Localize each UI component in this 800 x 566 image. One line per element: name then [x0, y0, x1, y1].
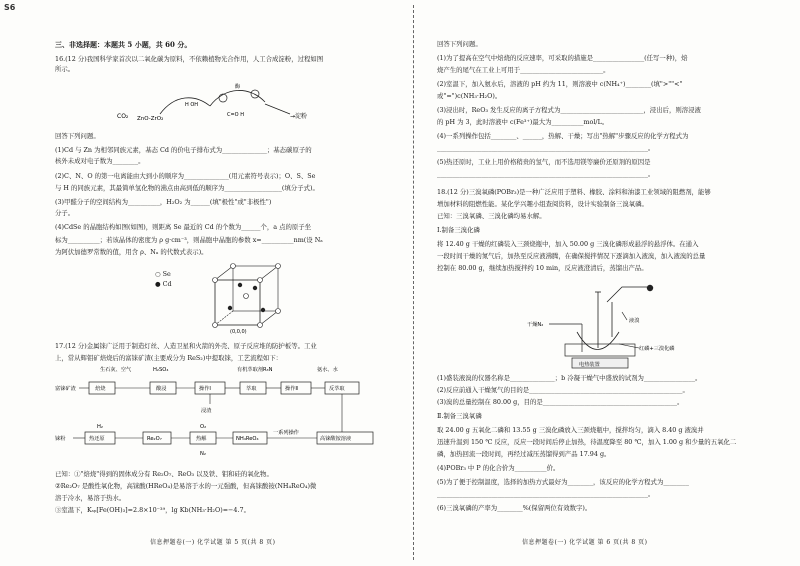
- q17-line: 17.(12 分)金属铼广泛用于制造灯丝、人造卫星和火箭的外壳、原子反应堆的防护板等。工业: [55, 342, 317, 350]
- diagram-catalyst-label: ZnO-ZrO₂: [137, 116, 164, 122]
- q16-answer-intro: 回答下列问题。: [55, 132, 100, 140]
- q17-known: 溶于冷水，易溶于热水。: [55, 494, 126, 502]
- flow-label-top: 氨水、水: [317, 367, 338, 373]
- flow-box-bottom: 热解: [196, 436, 207, 442]
- origin-label: (0,0,0): [230, 329, 247, 335]
- q16-line: (3)甲醛分子的空间结构为__________，H₂O₂ 为______(填"极性"或"非极性"): [55, 198, 272, 206]
- q17-known: 已知：①"焙烧"得到的固体成分有 Re₂O₇、ReO₃ 以及铁、钼和硅的氧化物。: [55, 470, 273, 478]
- flow-box-bottom: 高铼酸铵溶液: [320, 436, 352, 442]
- q16-line: (2)C、N、O 的第一电离能由大到小的顺序为______________(用元素符号表示)；O、S、Se: [55, 172, 316, 180]
- q16-intro-2: 所示。: [55, 65, 75, 73]
- q18-after-line: 磷，加热回流一段时间，再经过减压蒸馏得到产品 17.94 g。: [437, 450, 611, 458]
- q17-flowchart: [55, 362, 400, 460]
- n2-label: 干燥N₂: [527, 322, 544, 328]
- q16-line: 标为__________；若该晶体的密度为 ρ g·cm⁻³，则晶胞中晶胞的参数 x=__________nm(设 Nₐ: [55, 236, 323, 244]
- right-line: 的 pH 为 3，此时溶液中 c(Fe³⁺)最大为__________mol/L。: [437, 118, 609, 126]
- corner-mark: S6: [4, 3, 16, 12]
- left-page: [55, 0, 400, 566]
- section-title: 三、非选择题：本题共 5 小题，共 60 分。: [55, 40, 192, 49]
- right-footer: 信息押题卷(一) 化学试题 第 6 页(共 8 页): [522, 539, 648, 546]
- q17-line: 上，常从辉钼矿焙烧后的富铼矿渣(主要成分为 ReS₂)中提取铼，工艺流程如下：: [55, 354, 283, 362]
- flow-box-bottom: 铼粉: [55, 436, 66, 442]
- q16-line: (4)CdSe 的晶胞结构如图(如图)，则距离 Se 最近的 Cd 的个数为______个，a 点的原子坐: [55, 223, 312, 231]
- q18-line: 增加材料的阻燃性能。某化学兴趣小组查阅资料，设计实验制备三溴氧磷。: [437, 200, 648, 208]
- q18-after-line: Ⅱ.制备三溴氧磷: [437, 412, 482, 420]
- q16-line: 核外未成对电子数为________。: [55, 157, 145, 165]
- right-line: (1)为了提高在空气中焙烧的反应速率，可采取的措施是________________(任写一种)，焙: [437, 54, 688, 62]
- flow-box-top: 酸浸: [156, 386, 167, 392]
- q18-after-line: (1)盛装液溴的仪器名称是______________；b 冷凝干燥气中盛放的试剂为________________。: [437, 374, 702, 382]
- flow-box-bottom: Re₂O₇: [147, 436, 162, 442]
- right-line: 或"=")c(NH₃·H₂O)。: [437, 92, 502, 100]
- flow-bottom-label: N₂: [200, 451, 206, 457]
- q16-reaction-diagram: [115, 76, 335, 132]
- flow-mid-label: 浸渣: [201, 408, 212, 414]
- right-line: 回答下列问题。: [437, 40, 482, 48]
- right-line: __________________________________________________________________。: [437, 144, 655, 152]
- svg-text:C=O H: C=O H: [227, 112, 244, 118]
- flow-box-top: 焙烧: [95, 386, 106, 392]
- q16-line: 分子。: [55, 209, 75, 217]
- flow-label-top: 生石灰、空气: [100, 367, 132, 373]
- flow-box-top: 富铼矿渣: [55, 386, 76, 392]
- q18-after-line: (4)POBr₃ 中 P 的化合价为__________价。: [437, 464, 560, 472]
- diagram-co2-label: CO₂: [117, 113, 129, 120]
- q16-line: 与 H 的同族元素，其最简单氢化物的沸点由高到低的顺序为__________________(填分子式)。: [55, 184, 319, 192]
- flow-box-top: 操作Ⅱ: [285, 386, 298, 392]
- legend-se: ○ Se: [155, 270, 171, 278]
- page-divider: [413, 5, 414, 560]
- q18-line: 已知：三溴氧磷、三溴化磷均易水解。: [437, 212, 546, 220]
- left-footer: 信息押题卷(一) 化学试题 第 5 页(共 8 页): [150, 539, 276, 546]
- q17-known: ③室温下，Kₛₚ[Fe(OH)₃]=2.8×10⁻³⁹，lg Kb(NH₃·H₂O)=−4.7。: [55, 506, 250, 514]
- q18-after-line: 迅速升温到 150 ℃ 反应，反应一段时间后停止加热，待温度降至 80 ℃，加入 1.00 g 和少量的五氧化二: [437, 438, 737, 446]
- q16-line: (1)Cd 与 Zn 为相邻同族元素，基态 Cd 的价电子排布式为______________；基态碳原子的: [55, 146, 312, 154]
- q18-after-line: (2)反应前通入干燥氮气的目的是________________________________________________。: [437, 386, 689, 394]
- q18-after-line: (6)三溴氧磷的产率为________%(保留两位有效数字)。: [437, 504, 592, 512]
- q18-after-line: __________________________________________________________________。: [437, 490, 655, 498]
- right-line: (4)一系列操作包括________、______，热解、干燥；写出"热解"步骤反应的化学方程式为: [437, 132, 689, 140]
- q18-line: 将 12.40 g 干燥的红磷装入三颈烧瓶中，加入 50.00 g 三溴化磷形成悬浮的悬浮体。在通入: [437, 240, 699, 248]
- right-line: __________________________________________________________________。: [437, 170, 655, 178]
- apparatus-diagram: [527, 282, 702, 372]
- q18-line: 18.(12 分)三溴氧磷(POBr₃)是一种广泛应用于塑料、橡胶、涂料和油漆工业领域的阻燃剂，能够: [437, 188, 711, 196]
- right-page: [437, 0, 787, 566]
- q18-line: Ⅰ.制备三溴化磷: [437, 226, 480, 234]
- diagram-starch-label: →淀粉: [290, 113, 308, 120]
- q17-known: ②Re₂O₇ 是酸性氧化物，高铼酸(HReO₄)是易溶于水的一元强酸，但高铼酸铵(NH₄ReO₄)微: [55, 482, 317, 490]
- heater-label: 电热装置: [579, 362, 600, 368]
- crystal-cell-diagram: [205, 260, 295, 335]
- flow-bottom-label: H₂: [97, 424, 103, 430]
- q16-intro-1: 16.(12 分)我国科学家首次以二氧化碳为原料，不依赖植物光合作用，人工合成淀粉，过程如图: [55, 55, 324, 63]
- mixture-label: 红磷+三溴化磷: [639, 346, 675, 352]
- q18-line: 一段时间干燥的氮气后，加热至反应液沸腾，在确保搅拌情况下逐滴加入液溴，加入液溴的总量: [437, 252, 706, 260]
- q18-after-line: (5)为了便于控制温度，选择的加热方式最好为________，该反应的化学方程式为________: [437, 478, 689, 486]
- flow-bottom-label: O₂: [200, 424, 207, 430]
- right-line: (2)室温下，加入氨水后，溶液的 pH 约为 11，则溶液中 c(NH₄⁺)________(填">""<": [437, 80, 683, 88]
- flow-label-top: 有机萃取剂R₃N: [237, 367, 273, 373]
- q18-after-line: 取 24.00 g 五氧化二磷和 13.55 g 三溴化磷放入三颈烧瓶中，搅拌均匀，滴入 8.40 g 液溴并: [437, 426, 704, 434]
- flow-label-top: H₂SO₄: [153, 367, 169, 373]
- q16-line: 为阿伏加德罗常数的值，用含 ρ、Nₐ 的代数式表示)。: [55, 248, 208, 256]
- q18-line: 控制在 80.00 g，继续加热搅拌约 10 min，反应液澄清后，蒸馏出产品。: [437, 264, 648, 272]
- legend-cd: ● Cd: [155, 280, 172, 288]
- flow-bottom-label: 一系列操作: [273, 430, 299, 436]
- flow-box-bottom: 热还原: [89, 436, 105, 442]
- diagram-enzyme-label: 酶: [235, 84, 241, 90]
- flow-box-top: 反萃取: [329, 386, 345, 392]
- right-line: (3)浸出时，ReO₃ 发生反应的离子方程式为__________________________，浸出后，则溶浸液: [437, 106, 701, 114]
- flow-box-top: 萃取: [246, 386, 257, 392]
- q18-after-line: (3)溴的总量控制在 80.00 g，目的是__________________________________________。: [437, 398, 684, 406]
- right-line: 烧产生的尾气在工业上可用于__________________________。: [437, 66, 610, 74]
- svg-text:H OH: H OH: [185, 102, 199, 108]
- right-line: (5)热还原时，工业上用价格稍贵的氢气，而不选用镁等廉价还原剂的原因是: [437, 158, 651, 166]
- flow-box-bottom: NH₄ReO₄: [236, 436, 259, 442]
- flow-box-top: 操作Ⅰ: [199, 386, 211, 392]
- bromine-label: 液溴: [629, 318, 640, 324]
